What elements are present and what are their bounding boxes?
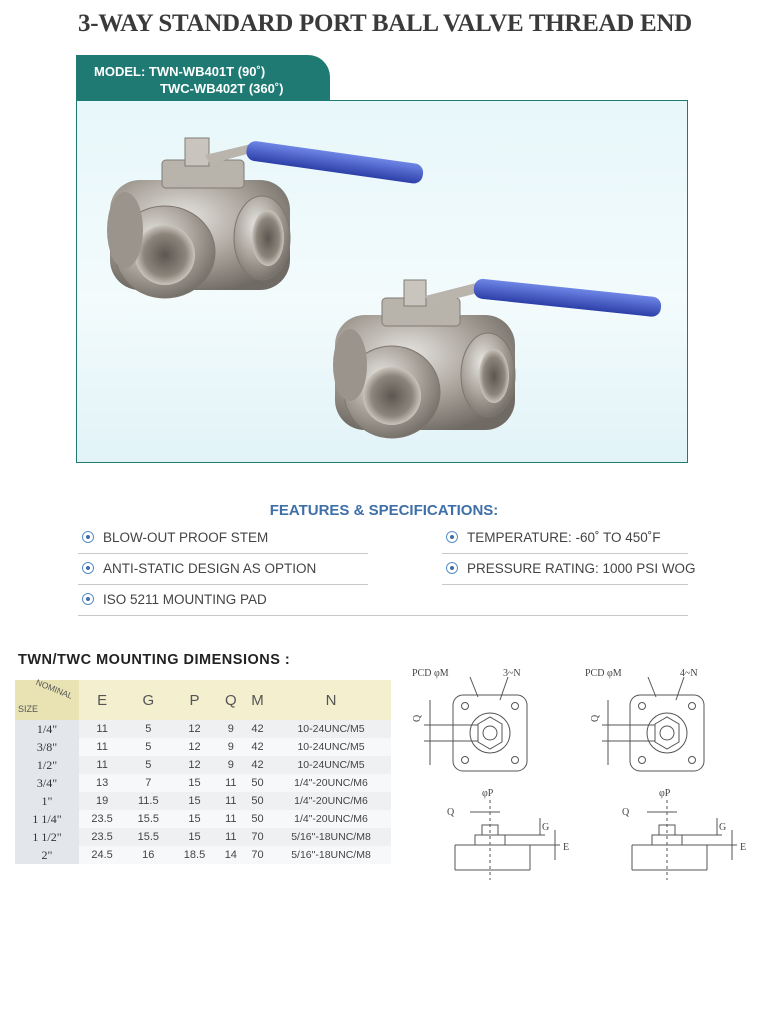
table-cell-g: 15.5 — [125, 810, 171, 828]
table-cell-p: 12 — [171, 720, 217, 738]
table-cell-g: 7 — [125, 774, 171, 792]
bullet-icon — [82, 562, 94, 574]
table-cell-p: 12 — [171, 756, 217, 774]
table-cell-g: 11.5 — [125, 792, 171, 810]
table-row — [15, 846, 391, 864]
table-cell-size: 3/8" — [15, 738, 79, 756]
table-cell-e: 19 — [79, 792, 125, 810]
column-header: M — [244, 680, 271, 720]
left-p-label: φP — [482, 788, 494, 799]
dimensions-table — [15, 677, 391, 864]
column-header: P — [171, 680, 217, 720]
table-cell-q: 11 — [218, 810, 244, 828]
table-cell-m: 70 — [244, 846, 271, 864]
table-cell-m: 70 — [244, 828, 271, 846]
table-row — [15, 720, 391, 738]
divider — [78, 615, 688, 616]
feature-text: BLOW-OUT PROOF STEM — [103, 530, 269, 545]
feature-item — [82, 592, 267, 607]
divider — [78, 584, 368, 585]
feature-text: ISO 5211 MOUNTING PAD — [103, 592, 267, 607]
table-cell-e: 11 — [79, 720, 125, 738]
right-e-label: E — [740, 842, 747, 853]
column-header: E — [79, 680, 125, 720]
column-header: N — [271, 680, 391, 720]
table-row — [15, 738, 391, 756]
bullet-icon — [446, 531, 458, 543]
right-pcd-label: PCD φM — [585, 668, 622, 679]
table-cell-q: 9 — [218, 756, 244, 774]
right-p-label: φP — [659, 788, 671, 799]
table-cell-n: 10-24UNC/M5 — [271, 738, 391, 756]
table-cell-m: 42 — [244, 756, 271, 774]
left-q-side-label: Q — [447, 807, 455, 818]
table-cell-e: 24.5 — [79, 846, 125, 864]
table-cell-p: 18.5 — [171, 846, 217, 864]
table-cell-size: 3/4" — [15, 774, 79, 792]
table-cell-n: 1/4"-20UNC/M6 — [271, 810, 391, 828]
table-cell-m: 50 — [244, 792, 271, 810]
table-cell-m: 42 — [244, 738, 271, 756]
valve-90-degree — [107, 138, 424, 298]
table-cell-g: 16 — [125, 846, 171, 864]
table-cell-g: 5 — [125, 738, 171, 756]
left-q-label: Q — [412, 714, 423, 722]
table-row — [15, 756, 391, 774]
feature-item — [446, 530, 661, 545]
table-cell-e: 23.5 — [79, 828, 125, 846]
table-cell-p: 15 — [171, 810, 217, 828]
column-header: Q — [218, 680, 244, 720]
table-row — [15, 828, 391, 846]
column-header: G — [125, 680, 171, 720]
table-cell-q: 11 — [218, 792, 244, 810]
feature-item — [446, 561, 696, 576]
table-cell-p: 15 — [171, 792, 217, 810]
table-cell-size: 1" — [15, 792, 79, 810]
table-cell-m: 50 — [244, 810, 271, 828]
bullet-icon — [82, 531, 94, 543]
model-line-2: TWC-WB402T (360˚) — [160, 81, 284, 96]
table-cell-n: 10-24UNC/M5 — [271, 720, 391, 738]
table-row — [15, 774, 391, 792]
table-cell-p: 12 — [171, 738, 217, 756]
features-title: FEATURES & SPECIFICATIONS: — [269, 502, 499, 519]
feature-text: ANTI-STATIC DESIGN AS OPTION — [103, 561, 317, 576]
table-cell-e: 11 — [79, 756, 125, 774]
drawing-left-side-view — [455, 800, 560, 880]
table-body — [15, 720, 391, 864]
table-cell-e: 11 — [79, 738, 125, 756]
right-g-label: G — [719, 822, 727, 833]
bullet-icon — [446, 562, 458, 574]
table-cell-n: 10-24UNC/M5 — [271, 756, 391, 774]
table-cell-size: 2" — [15, 846, 79, 864]
table-cell-size: 1 1/2" — [15, 828, 79, 846]
feature-item — [82, 530, 268, 545]
table-row — [15, 792, 391, 810]
table-cell-p: 15 — [171, 828, 217, 846]
table-cell-e: 23.5 — [79, 810, 125, 828]
table-cell-g: 5 — [125, 756, 171, 774]
table-cell-size: 1/4" — [15, 720, 79, 738]
divider — [442, 553, 688, 554]
left-pcd-label: PCD φM — [412, 668, 449, 679]
table-cell-m: 50 — [244, 774, 271, 792]
table-cell-q: 9 — [218, 738, 244, 756]
table-row — [15, 810, 391, 828]
bullet-icon — [82, 593, 94, 605]
right-q-side-label: Q — [622, 807, 630, 818]
table-cell-n: 5/16"-18UNC/M8 — [271, 846, 391, 864]
table-cell-n: 1/4"-20UNC/M6 — [271, 792, 391, 810]
table-header-row — [15, 680, 391, 720]
left-g-label: G — [542, 822, 550, 833]
right-holes-label: 4~N — [680, 668, 698, 679]
model-line-1: MODEL: TWN-WB401T (90˚) — [94, 64, 266, 79]
feature-text: PRESSURE RATING: 1000 PSI WOG — [467, 561, 696, 576]
valve-product-image — [0, 0, 768, 480]
table-cell-n: 1/4"-20UNC/M6 — [271, 774, 391, 792]
nominal-label: NOMINAL — [34, 677, 75, 701]
table-cell-m: 42 — [244, 720, 271, 738]
left-holes-label: 3~N — [503, 668, 521, 679]
table-cell-size: 1 1/4" — [15, 810, 79, 828]
drawing-right-side-view — [632, 800, 737, 880]
table-corner-cell — [15, 677, 79, 720]
feature-item — [82, 561, 316, 576]
drawing-left-top-view — [424, 677, 527, 771]
table-cell-q: 11 — [218, 828, 244, 846]
drawing-right-top-view — [602, 677, 704, 771]
feature-text: TEMPERATURE: -60˚ TO 450˚F — [467, 530, 661, 545]
table-cell-n: 5/16"-18UNC/M8 — [271, 828, 391, 846]
page-title: 3-WAY STANDARD PORT BALL VALVE THREAD END — [78, 10, 692, 37]
table-cell-p: 15 — [171, 774, 217, 792]
size-label: SIZE — [18, 704, 39, 714]
table-cell-q: 11 — [218, 774, 244, 792]
right-q-label: Q — [590, 714, 601, 722]
divider — [442, 584, 688, 585]
table-cell-q: 14 — [218, 846, 244, 864]
table-cell-g: 5 — [125, 720, 171, 738]
table-cell-q: 9 — [218, 720, 244, 738]
table-cell-g: 15.5 — [125, 828, 171, 846]
left-e-label: E — [563, 842, 570, 853]
divider — [78, 553, 368, 554]
dimensions-title: TWN/TWC MOUNTING DIMENSIONS : — [18, 652, 291, 668]
valve-360-degree — [333, 278, 662, 438]
table-cell-e: 13 — [79, 774, 125, 792]
table-cell-size: 1/2" — [15, 756, 79, 774]
